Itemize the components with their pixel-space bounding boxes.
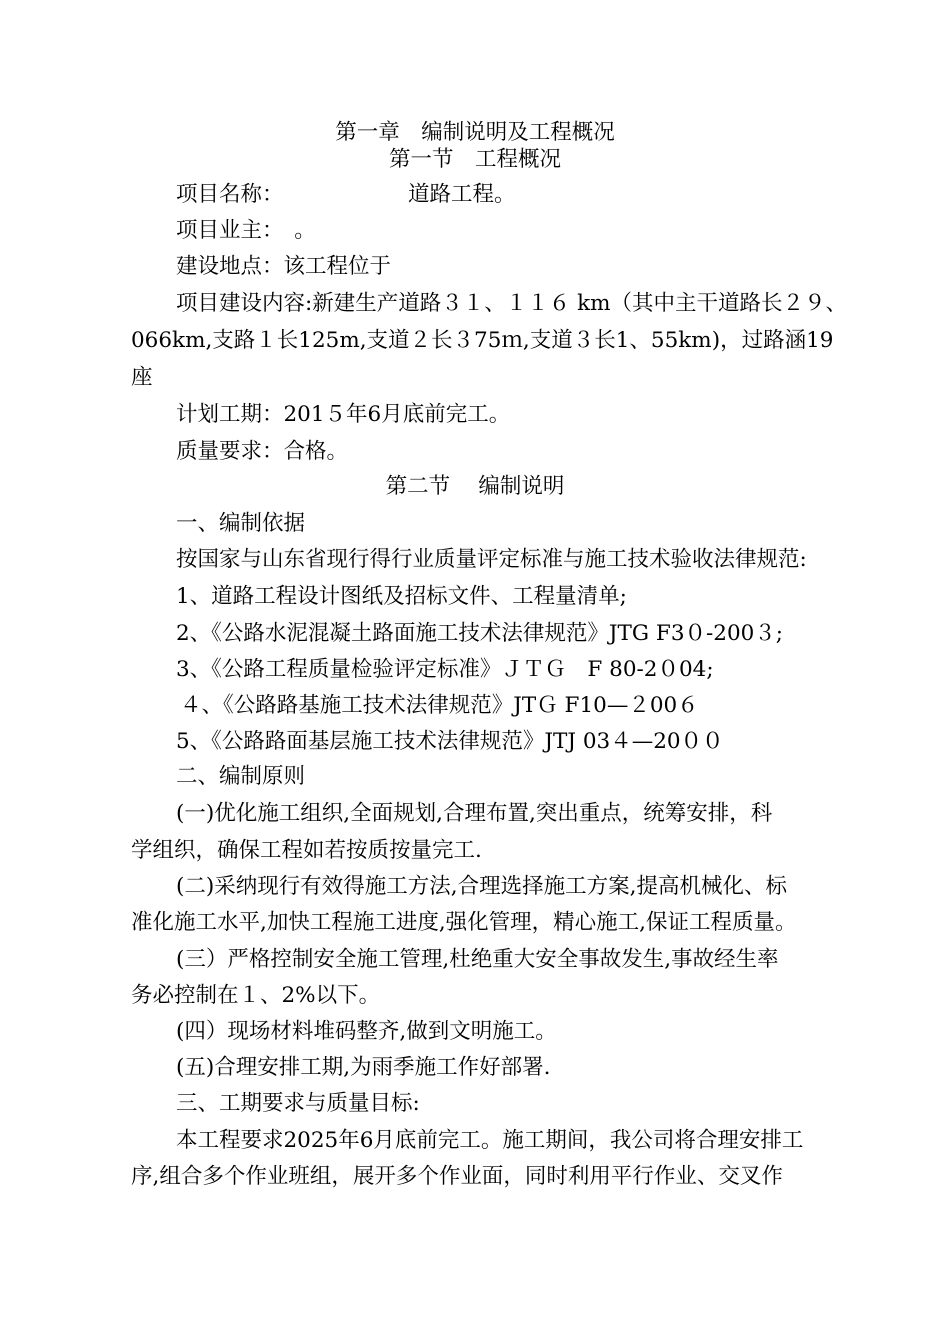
project-content-line: 座 (131, 365, 153, 390)
project-content-line: 项目建设内容:新建生产道路３１、１１６ km（其中主干道路长２９、 (176, 291, 847, 316)
principle-line: (四）现场材料堆码整齐,做到文明施工。 (176, 1019, 557, 1044)
project-quality: 质量要求：合格。 (176, 439, 349, 464)
project-content-line: 066km,支路１长125m,支道２长３75ｍ,支道３长1、55km)，过路涵19 (131, 328, 834, 353)
principle-line: 务必控制在１、2%以下。 (131, 983, 381, 1008)
body-line: 序,组合多个作业班组，展开多个作业面，同时利用平行作业、交叉作 (131, 1164, 783, 1189)
subsection-heading: 三、工期要求与质量目标: (176, 1091, 420, 1116)
section-title: 第二节 编制说明 (385, 474, 565, 499)
project-schedule: 计划工期：201５年6月底前完工。 (176, 402, 511, 427)
chapter-title: 第一章 编制说明及工程概况 (335, 120, 615, 145)
section-title: 第一节 工程概况 (388, 147, 561, 172)
basis-item: ４、《公路路基施工技术法律规范》JTＧ F10—２00６ (180, 693, 699, 718)
subsection-heading: 一、编制依据 (176, 511, 306, 536)
subsection-heading: 二、编制原则 (176, 764, 306, 789)
basis-item: 3、《公路工程质量检验评定标准》ＪＴＧ F 80-2０04; (176, 657, 714, 682)
project-location: 建设地点：该工程位于 (176, 254, 392, 279)
project-owner: 项目业主： 。 (176, 218, 316, 243)
body-line: 本工程要求2025年6月底前完工。施工期间，我公司将合理安排工 (176, 1128, 804, 1153)
basis-item: 2、《公路水泥混凝土路面施工技术法律规范》JTG F3０-200３; (176, 621, 784, 646)
principle-line: (三）严格控制安全施工管理,杜绝重大安全事故发生,事故经生率 (176, 947, 779, 972)
principle-line: (一)优化施工组织,全面规划,合理布置,突出重点，统筹安排，科 (176, 801, 773, 826)
basis-intro: 按国家与山东省现行得行业质量评定标准与施工技术验收法律规范: (176, 547, 807, 572)
principle-line: 学组织，确保工程如若按质按量完工. (131, 838, 482, 863)
principle-line: (二)采纳现行有效得施工方法,合理选择施工方案,提高机械化、标 (176, 874, 787, 899)
basis-item: 5、《公路路面基层施工技术法律规范》JTJ 03４—20００ (176, 729, 724, 754)
project-name-label: 项目名称： (176, 182, 284, 207)
principle-line: 准化施工水平,加快工程施工进度,强化管理，精心施工,保证工程质量。 (131, 910, 797, 935)
basis-item: 1、道路工程设计图纸及招标文件、工程量清单; (176, 584, 627, 609)
principle-line: (五)合理安排工期,为雨季施工作好部署. (176, 1055, 551, 1080)
project-name-value: 道路工程。 (408, 182, 516, 207)
